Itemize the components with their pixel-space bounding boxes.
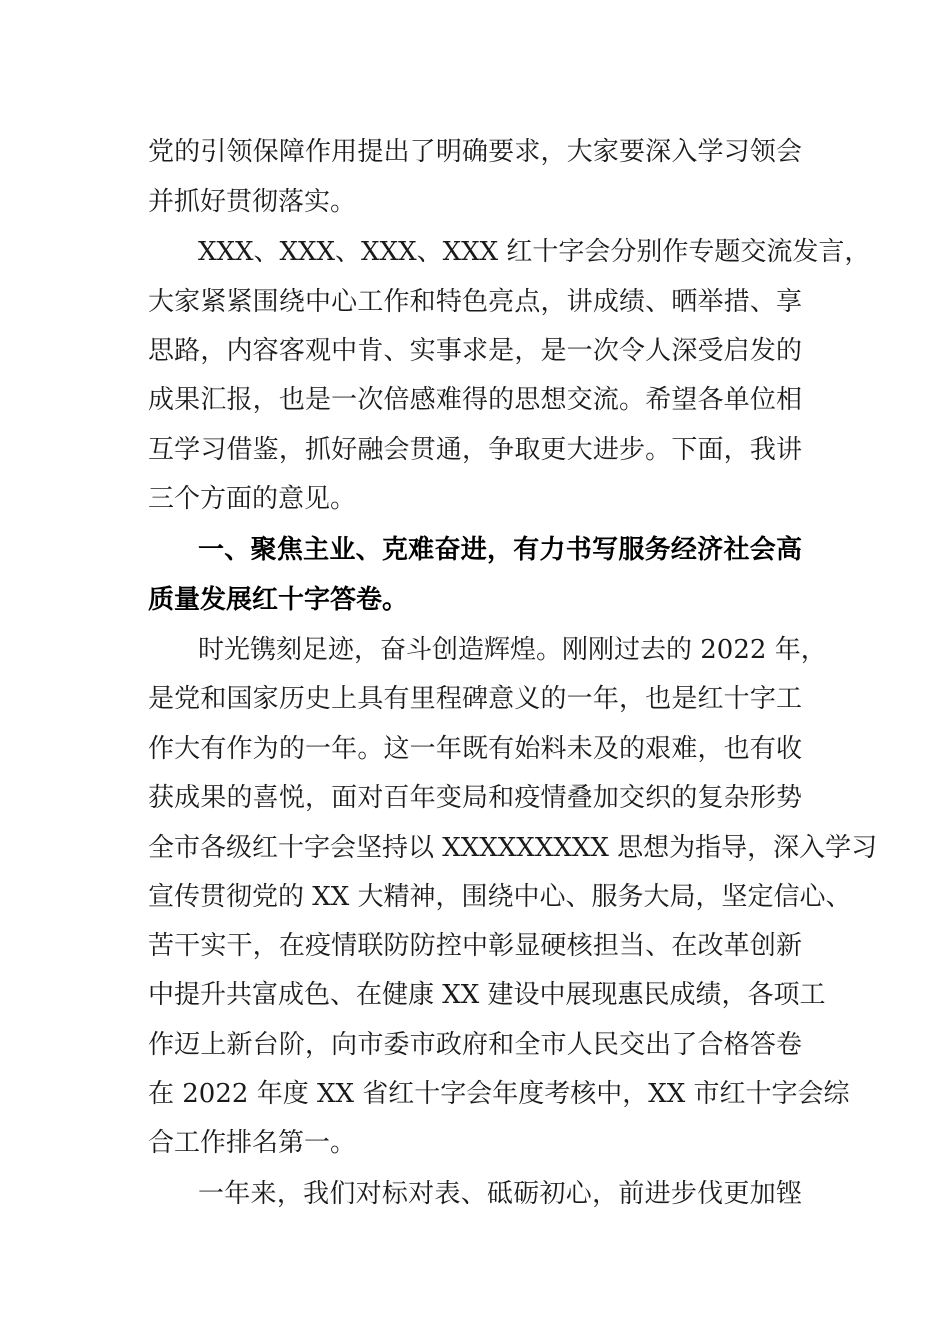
section-heading: 质量发展红十字答卷。	[148, 585, 409, 615]
text-line: 苦干实干，在疫情联防防控中彰显硬核担当、在改革创新	[148, 931, 802, 961]
text-line: 宣传贯彻党的 XX 大精神，围绕中心、服务大局，坚定信心、	[148, 882, 852, 912]
text-line: 全市各级红十字会坚持以 XXXXXXXXX 思想为指导，深入学习	[148, 833, 878, 863]
section-heading: 一、聚焦主业、克难奋进，有力书写服务经济社会高	[198, 535, 802, 565]
text-line: 三个方面的意见。	[148, 484, 357, 514]
text-line: 合工作排名第一。	[148, 1128, 357, 1158]
text-line: 作大有作为的一年。这一年既有始料未及的艰难，也有收	[148, 734, 802, 764]
text-line: 并抓好贯彻落实。	[148, 187, 357, 217]
text-line: XXX、XXX、XXX、XXX 红十字会分别作专题交流发言，	[198, 237, 871, 267]
text-line: 获成果的喜悦，面对百年变局和疫情叠加交织的复杂形势	[148, 783, 802, 813]
text-line: 一年来，我们对标对表、砥砺初心，前进步伐更加铿	[198, 1179, 802, 1209]
text-line: 时光镌刻足迹，奋斗创造辉煌。刚刚过去的 2022 年，	[198, 635, 827, 665]
text-line: 在 2022 年度 XX 省红十字会年度考核中，XX 市红十字会综	[148, 1079, 850, 1109]
text-line: 思路，内容客观中肯、实事求是，是一次令人深受启发的	[148, 336, 802, 366]
text-line: 中提升共富成色、在健康 XX 建设中展现惠民成绩，各项工	[148, 980, 826, 1010]
text-line: 成果汇报，也是一次倍感难得的思想交流。希望各单位相	[148, 385, 802, 415]
text-line: 大家紧紧围绕中心工作和特色亮点，讲成绩、晒举措、享	[148, 287, 802, 317]
text-line: 互学习借鉴，抓好融会贯通，争取更大进步。下面，我讲	[148, 435, 802, 465]
text-line: 党的引领保障作用提出了明确要求，大家要深入学习领会	[148, 137, 802, 167]
text-line: 是党和国家历史上具有里程碑意义的一年，也是红十字工	[148, 684, 802, 714]
text-line: 作迈上新台阶，向市委市政府和全市人民交出了合格答卷	[148, 1030, 802, 1060]
